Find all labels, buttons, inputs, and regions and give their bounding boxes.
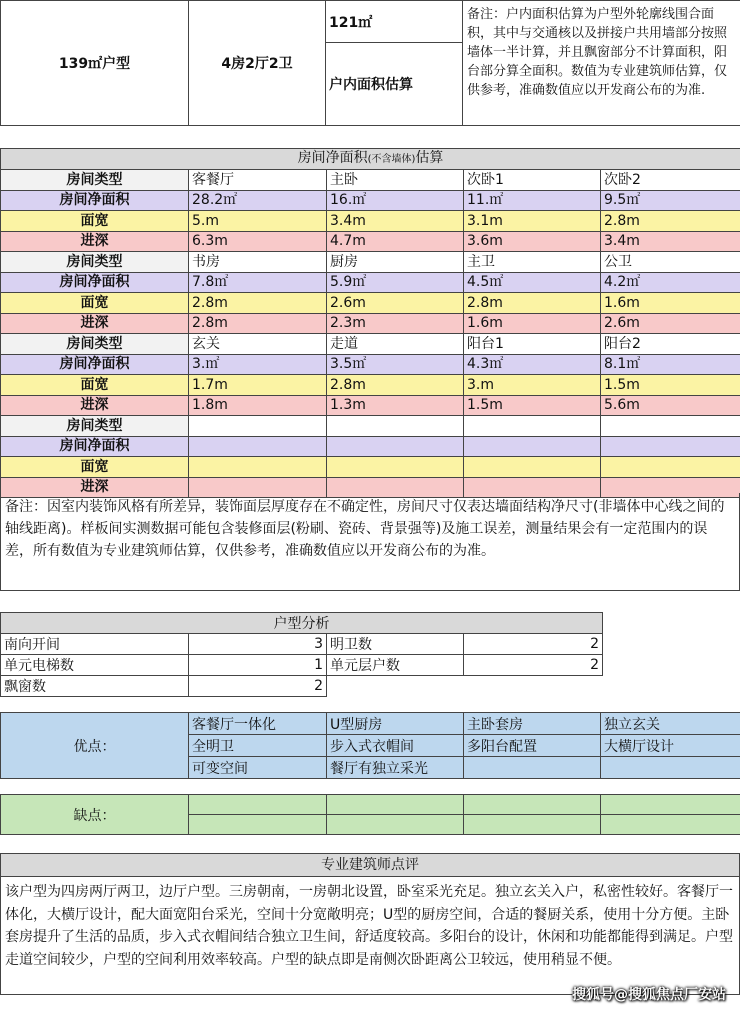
room-cell: 6.3m <box>189 231 327 252</box>
room-cell: 4.5㎡ <box>464 272 601 293</box>
room-cell: 3.6m <box>464 231 601 252</box>
cons-item <box>601 795 740 815</box>
inner-area-value: 121㎡ <box>326 1 463 43</box>
room-layout-label: 4房2厅2卫 <box>189 1 326 126</box>
room-row-label: 房间类型 <box>1 170 189 191</box>
room-cell <box>189 457 327 478</box>
room-cell: 7.8㎡ <box>189 272 327 293</box>
analysis-label: 单元电梯数 <box>1 655 189 676</box>
room-cell: 2.6m <box>601 313 740 334</box>
cons-item <box>601 815 740 835</box>
room-row-width <box>1 457 740 478</box>
room-cell: 1.5m <box>464 395 601 416</box>
pros-item: 主卧套房 <box>464 713 601 735</box>
room-row-label: 房间类型 <box>1 252 189 273</box>
room-row-label: 房间净面积 <box>1 354 189 375</box>
pros-item <box>601 757 740 779</box>
room-cell: 16.㎡ <box>327 190 464 211</box>
pros-item: 独立玄关 <box>601 713 740 735</box>
pros-item: 步入式衣帽间 <box>327 735 464 757</box>
room-row-area <box>1 190 740 211</box>
room-row-label: 房间净面积 <box>1 272 189 293</box>
cons-table <box>0 794 740 835</box>
room-cell <box>327 457 464 478</box>
room-row-label: 进深 <box>1 477 189 498</box>
room-cell: 1.8m <box>189 395 327 416</box>
room-row-type <box>1 334 740 355</box>
watermark: 搜狐号@搜狐焦点厂安站 <box>572 987 726 1003</box>
room-cell: 5.6m <box>601 395 740 416</box>
room-cell <box>464 457 601 478</box>
room-cell: 8.1㎡ <box>601 354 740 375</box>
room-cell <box>601 416 740 437</box>
room-cell <box>601 457 740 478</box>
pros-item: 餐厅有独立采光 <box>327 757 464 779</box>
room-cell: 3.m <box>464 375 601 396</box>
room-row-label: 面宽 <box>1 211 189 232</box>
pros-item: 全明卫 <box>189 735 327 757</box>
room-cell: 阳台2 <box>601 334 740 355</box>
cons-item <box>189 815 327 835</box>
room-cell: 4.3㎡ <box>464 354 601 375</box>
room-cell: 3.4m <box>327 211 464 232</box>
room-cell: 11.㎡ <box>464 190 601 211</box>
analysis-row <box>1 634 603 655</box>
room-cell: 1.6m <box>601 293 740 314</box>
room-cell: 2.8m <box>327 375 464 396</box>
room-cell <box>464 416 601 437</box>
room-row-area <box>1 436 740 457</box>
header-note: 备注：户内面积估算为户型外轮廓线围合面积，其中与交通核以及拼接户共用墙部分按照墙体一半计算，并且飘窗部分不计算面积，阳台部分算全面积。数值为专业建筑师估算，仅供参考，准确数值应以开发商公布的为准. <box>463 1 740 126</box>
header-table <box>0 0 740 126</box>
cons-label: 缺点： <box>1 795 189 835</box>
room-cell: 客餐厅 <box>189 170 327 191</box>
analysis-row <box>1 655 603 676</box>
room-note: 备注：因室内装饰风格有所差异，装饰面层厚度存在不确定性，房间尺寸仅表达墙面结构净尺寸(非墙体中心线之间的轴线距离)。样板间实测数据可能包含装修面层(粉刷、瓷砖、背景强等)及施工误差，测量结果会有一定范围内的误差，所有数值为专业建筑师估算，仅供参考，准确数值应以开发商公布的为准。 <box>0 493 740 591</box>
review-text: 该户型为四房两厅两卫，边厅户型。三房朝南，一房朝北设置，卧室采光充足。独立玄关入户，私密性较好。客餐厅一体化，大横厅设计，配大面宽阳台采光，空间十分宽敞明亮；U型的厨房空间，合适的餐厨关系，使用十分方便。主卧套房提升了生活的品质，步入式衣帽间结合独立卫生间，舒适度较高。多阳台的设计，休闲和功能都能得到满足。户型走道空间较少，户型的空间利用效率较高。户型的缺点即是南侧次卧距离公卫较远，使用稍显不便。 <box>0 877 740 995</box>
room-cell: 次卧1 <box>464 170 601 191</box>
room-row-label: 进深 <box>1 231 189 252</box>
cons-row <box>1 795 740 815</box>
room-row-label: 面宽 <box>1 457 189 478</box>
analysis-label: 单元层户数 <box>327 655 464 676</box>
analysis-title: 户型分析 <box>1 613 603 634</box>
room-row-width <box>1 375 740 396</box>
room-cell: 3.4m <box>601 231 740 252</box>
room-cell: 主卫 <box>464 252 601 273</box>
room-cell: 2.8m <box>601 211 740 232</box>
cons-item <box>464 815 601 835</box>
pros-table <box>0 712 740 779</box>
room-cell: 3.1m <box>464 211 601 232</box>
room-cell: 5.m <box>189 211 327 232</box>
room-cell: 1.6m <box>464 313 601 334</box>
pros-row <box>1 713 740 735</box>
room-cell <box>464 436 601 457</box>
room-cell: 5.9㎡ <box>327 272 464 293</box>
room-cell: 次卧2 <box>601 170 740 191</box>
room-table-title: 房间净面积(不含墙体)估算 <box>1 149 740 170</box>
unit-type-label: 139㎡户型 <box>1 1 189 126</box>
cons-item <box>189 795 327 815</box>
pros-label: 优点： <box>1 713 189 779</box>
room-row-depth <box>1 231 740 252</box>
room-cell: 玄关 <box>189 334 327 355</box>
analysis-value: 2 <box>464 634 603 655</box>
pros-item: 可变空间 <box>189 757 327 779</box>
room-cell <box>601 436 740 457</box>
analysis-value: 1 <box>189 655 327 676</box>
room-cell: 厨房 <box>327 252 464 273</box>
layout-analysis-table <box>0 612 603 697</box>
room-row-label: 房间净面积 <box>1 190 189 211</box>
room-cell <box>327 416 464 437</box>
room-cell <box>189 436 327 457</box>
room-row-area <box>1 354 740 375</box>
analysis-label: 南向开间 <box>1 634 189 655</box>
analysis-value: 3 <box>189 634 327 655</box>
room-cell: 2.8m <box>464 293 601 314</box>
room-cell: 28.2㎡ <box>189 190 327 211</box>
room-row-width <box>1 293 740 314</box>
room-cell: 4.2㎡ <box>601 272 740 293</box>
pros-item <box>464 757 601 779</box>
room-row-type <box>1 252 740 273</box>
analysis-label: 飘窗数 <box>1 676 189 697</box>
room-cell: 4.7m <box>327 231 464 252</box>
analysis-value: 2 <box>464 655 603 676</box>
room-row-depth <box>1 313 740 334</box>
analysis-row <box>1 676 603 697</box>
review-title: 专业建筑师点评 <box>0 853 740 877</box>
analysis-value: 2 <box>189 676 327 697</box>
room-cell: 1.7m <box>189 375 327 396</box>
room-row-label: 房间类型 <box>1 416 189 437</box>
room-cell: 2.8m <box>189 293 327 314</box>
room-row-type <box>1 170 740 191</box>
room-cell: 2.6m <box>327 293 464 314</box>
room-cell: 2.3m <box>327 313 464 334</box>
room-cell: 3.5㎡ <box>327 354 464 375</box>
room-cell <box>189 416 327 437</box>
cons-item <box>327 815 464 835</box>
pros-item: U型厨房 <box>327 713 464 735</box>
analysis-label: 明卫数 <box>327 634 464 655</box>
room-row-label: 进深 <box>1 313 189 334</box>
room-cell: 走道 <box>327 334 464 355</box>
room-row-depth <box>1 395 740 416</box>
room-row-type <box>1 416 740 437</box>
room-cell: 9.5㎡ <box>601 190 740 211</box>
room-cell: 公卫 <box>601 252 740 273</box>
room-area-table <box>0 148 740 498</box>
room-cell: 2.8m <box>189 313 327 334</box>
room-row-label: 面宽 <box>1 293 189 314</box>
room-cell <box>327 436 464 457</box>
cons-item <box>327 795 464 815</box>
room-row-area <box>1 272 740 293</box>
room-row-label: 面宽 <box>1 375 189 396</box>
room-cell: 1.5m <box>601 375 740 396</box>
pros-item: 大横厅设计 <box>601 735 740 757</box>
room-cell: 主卧 <box>327 170 464 191</box>
room-row-label: 房间类型 <box>1 334 189 355</box>
room-row-label: 房间净面积 <box>1 436 189 457</box>
room-cell: 阳台1 <box>464 334 601 355</box>
inner-area-label: 户内面积估算 <box>326 43 463 126</box>
room-row-width <box>1 211 740 232</box>
pros-item: 多阳台配置 <box>464 735 601 757</box>
room-row-label: 进深 <box>1 395 189 416</box>
pros-item: 客餐厅一体化 <box>189 713 327 735</box>
room-cell: 3.㎡ <box>189 354 327 375</box>
room-cell: 书房 <box>189 252 327 273</box>
cons-item <box>464 795 601 815</box>
room-cell: 1.3m <box>327 395 464 416</box>
